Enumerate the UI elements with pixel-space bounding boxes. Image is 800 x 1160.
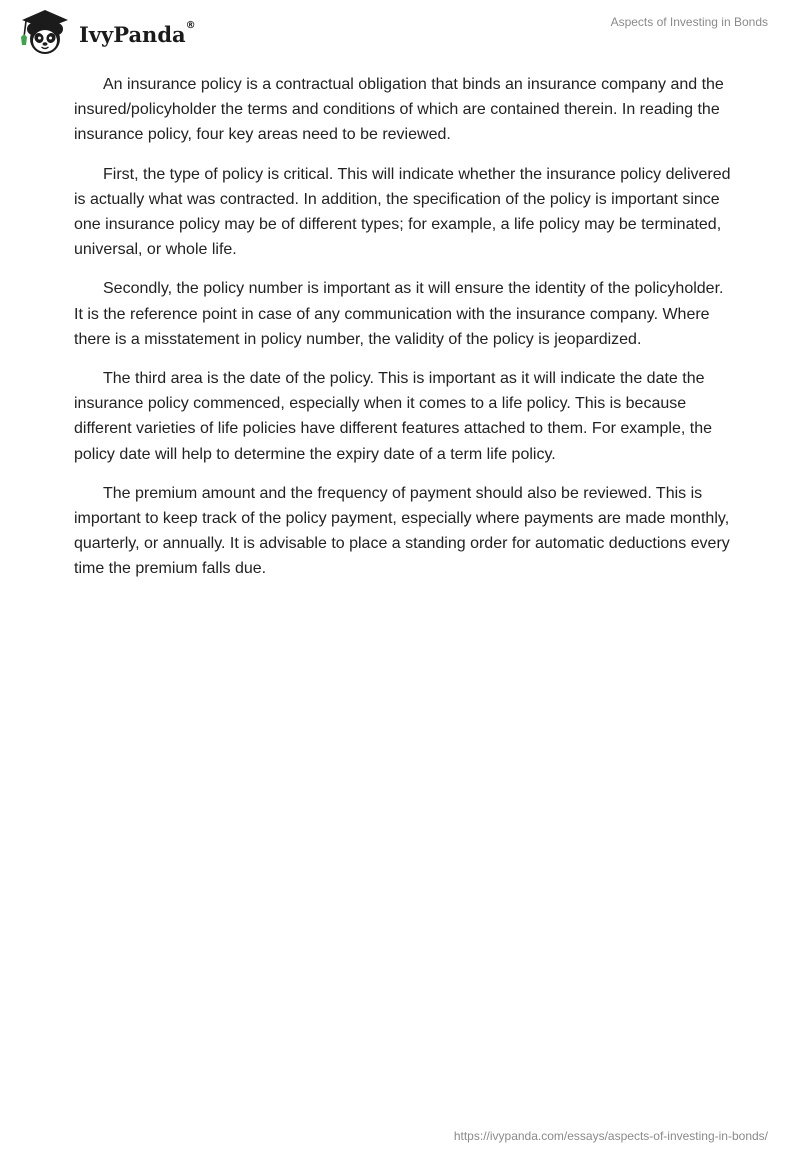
essay-body	[74, 72, 734, 596]
paragraph-1: An insurance policy is a contractual obligation that binds an insurance company and the insured/policyholder the terms and conditions of which are contained therein. In reading the insurance policy, four key areas need to be reviewed.	[74, 76, 724, 144]
paragraph-2: First, the type of policy is critical. This will indicate whether the insurance policy delivered is actually what was contracted. In addition, the specification of the policy is important since one insurance policy may be of different types; for example, a life policy may be terminated, universal, or whole life.	[74, 165, 731, 259]
paragraph-3: Secondly, the policy number is important as it will ensure the identity of the policyholder. It is the reference point in case of any communication with the insurance company. Where there is a misstatement in policy number, the validity of the policy is jeopardized.	[74, 280, 724, 348]
brand-name: IvyPanda®	[79, 19, 196, 47]
document-title: Aspects of Investing in Bonds	[610, 15, 768, 29]
source-url-link[interactable]: https://ivypanda.com/essays/aspects-of-investing-in-bonds/	[453, 1129, 768, 1143]
panda-graduate-icon	[14, 7, 76, 57]
registered-mark: ®	[185, 19, 196, 31]
ivypanda-logo[interactable]	[14, 7, 196, 57]
paragraph-4: The third area is the date of the policy. This is important as it will indicate the date the insurance policy commenced, especially when it comes to a life policy. This is because different varieties of life policies have different features attached to them. For example, the policy date will help to determine the expiry date of a term life policy.	[74, 370, 712, 463]
page-header	[0, 0, 800, 64]
paragraph-5: The premium amount and the frequency of payment should also be reviewed. This is important to keep track of the policy payment, especially where payments are made monthly, quarterly, or annually. It is advisable to place a standing order for automatic deductions every time the premium falls due.	[74, 484, 730, 578]
